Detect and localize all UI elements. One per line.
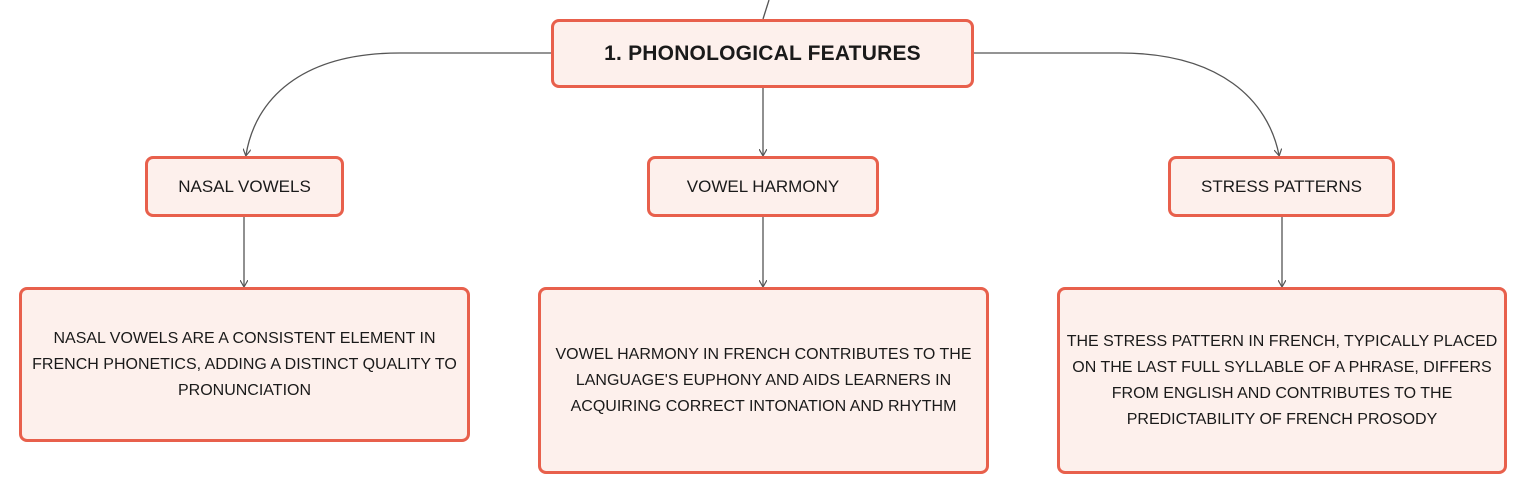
detail-node-nasal-vowels[interactable] <box>19 287 470 442</box>
root-node[interactable] <box>551 19 974 88</box>
topic-node-nasal-vowels[interactable] <box>145 156 344 217</box>
topic-node-vowel-harmony[interactable] <box>647 156 879 217</box>
topic-node-label: STRESS PATTERNS <box>1201 176 1362 196</box>
incoming-connector <box>763 0 769 19</box>
connector-root-to-nasal-vowels <box>246 53 551 155</box>
detail-node-text: THE STRESS PATTERN IN FRENCH, TYPICALLY PLACED ON THE LAST FULL SYLLABLE OF A PHRASE, DIFFERS FROM ENGLISH AND CONTRIBUTES TO THE PREDICTABILITY OF FRENCH PROSODY <box>1066 332 1498 428</box>
topic-node-stress-patterns[interactable] <box>1168 156 1395 217</box>
detail-node-text: NASAL VOWELS ARE A CONSISTENT ELEMENT IN FRENCH PHONETICS, ADDING A DISTINCT QUALITY TO PRONUNCIATION <box>32 329 457 399</box>
root-node-label: 1. PHONOLOGICAL FEATURES <box>604 41 921 65</box>
detail-node-stress-patterns[interactable] <box>1057 287 1507 474</box>
topic-node-label: NASAL VOWELS <box>178 176 311 196</box>
connector-root-to-stress-patterns <box>974 53 1279 155</box>
detail-node-vowel-harmony[interactable] <box>538 287 989 474</box>
topic-node-label: VOWEL HARMONY <box>686 176 840 196</box>
detail-node-text: VOWEL HARMONY IN FRENCH CONTRIBUTES TO THE LANGUAGE'S EUPHONY AND AIDS LEARNERS IN ACQUIRING CORRECT INTONATION AND RHYTHM <box>555 345 972 415</box>
